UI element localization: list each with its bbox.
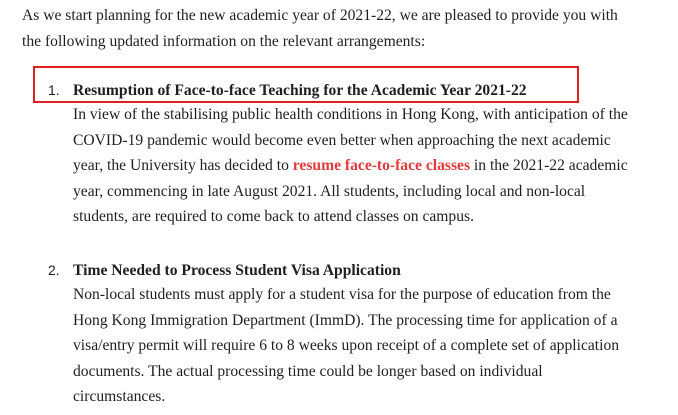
body-line: circumstances. — [73, 388, 166, 405]
body-line: In view of the stabilising public health conditions in Hong Kong, with anticipation of the — [73, 106, 628, 123]
intro-line: As we start planning for the new academic year of 2021-22, we are pleased to provide you with — [22, 7, 618, 24]
body-text-segment: year, the University has decided to — [73, 157, 293, 174]
list-number: 2. — [48, 262, 60, 278]
intro-paragraph — [22, 3, 672, 54]
intro-line: the following updated information on the relevant arrangements: — [22, 32, 426, 50]
body-line: documents. The actual processing time could be longer based on individual — [73, 362, 543, 380]
body-line: students, are required to come back to attend classes on campus. — [73, 208, 474, 225]
body-text-segment: in the 2021-22 academic — [470, 157, 628, 174]
body-line: Non-local students must apply for a student visa for the purpose of education from the — [73, 286, 611, 303]
list-number: 1. — [48, 82, 60, 98]
body-line: COVID-19 pandemic would become even better when approaching the next academic — [73, 131, 611, 149]
body-line-with-highlight — [73, 153, 673, 179]
body-line: visa/entry permit will require 6 to 8 weeks upon receipt of a complete set of application — [73, 337, 620, 354]
item-body — [73, 282, 673, 410]
body-line: Hong Kong Immigration Department (ImmD). The processing time for application of a — [73, 311, 618, 329]
item-title: Time Needed to Process Student Visa Application — [73, 262, 401, 279]
item-body — [73, 102, 673, 230]
body-line: year, commencing in late August 2021. All students, including local and non-local — [73, 182, 586, 200]
highlight-resume-classes: resume face-to-face classes — [292, 157, 471, 174]
item-title: Resumption of Face-to-face Teaching for the Academic Year 2021-22 — [73, 82, 527, 99]
